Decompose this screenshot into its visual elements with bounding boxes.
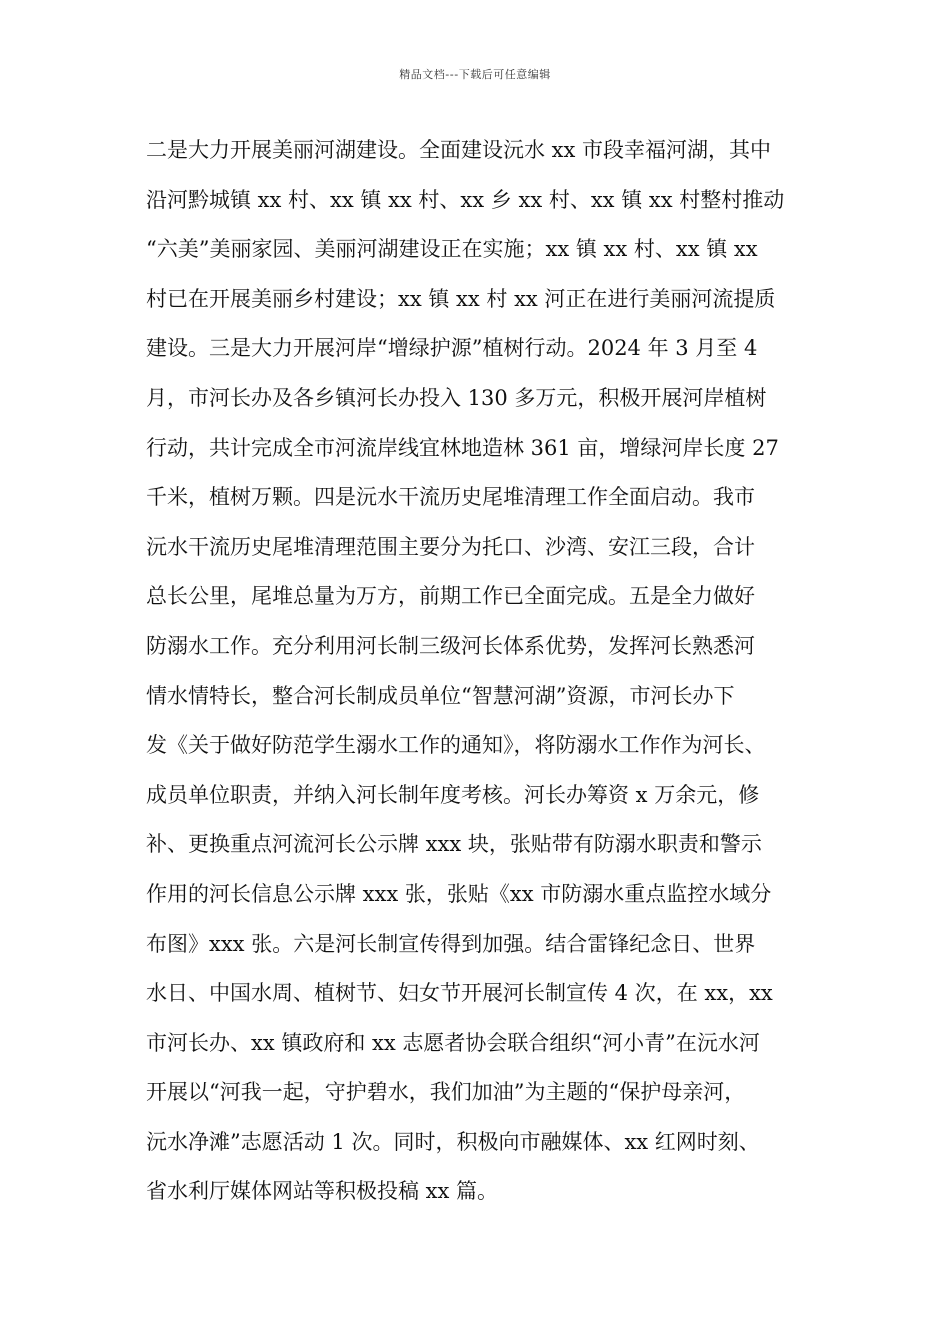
text-line: 建设。三是大力开展河岸“增绿护源”植树行动。2024 年 3 月至 4 (146, 336, 758, 361)
text-line: 二是大力开展美丽河湖建设。全面建设沅水 xx 市段幸福河湖，其中 (146, 138, 772, 162)
text-line: “六美”美丽家园、美丽河湖建设正在实施；xx 镇 xx 村、xx 镇 xx (146, 237, 758, 262)
text-line: 千米，植树万颗。四是沅水干流历史尾堆清理工作全面启动。我市 (146, 485, 755, 510)
text-line: 成员单位职责，并纳入河长制年度考核。河长办筹资 x 万余元，修 (146, 782, 760, 807)
text-line: 月，市河长办及各乡镇河长办投入 130 多万元，积极开展河岸植树 (146, 385, 767, 410)
body-text (146, 126, 846, 1217)
text-line: 情水情特长，整合河长制成员单位“智慧河湖”资源，市河长办下 (146, 683, 735, 708)
text-line: 省水利厅媒体网站等积极投稿 xx 篇。 (146, 1179, 499, 1204)
text-line: 水日、中国水周、植树节、妇女节开展河长制宣传 4 次，在 xx，xx (146, 981, 773, 1006)
text-line: 补、更换重点河流河长公示牌 xxx 块，张贴带有防溺水职责和警示 (146, 832, 762, 857)
text-line: 作用的河长信息公示牌 xxx 张，张贴《xx 市防溺水重点监控水域分 (146, 881, 772, 906)
text-line: 布图》xxx 张。六是河长制宣传得到加强。结合雷锋纪念日、世界 (146, 931, 756, 956)
text-line: 沅水干流历史尾堆清理范围主要分为托口、沙湾、安江三段，合计 (146, 534, 755, 559)
page-header: 精品文档---下载后可任意编辑 (399, 68, 551, 81)
text-line: 市河长办、xx 镇政府和 xx 志愿者协会联合组织“河小青”在沅水河 (146, 1030, 760, 1055)
text-line: 发《关于做好防范学生溺水工作的通知》，将防溺水工作作为河长、 (146, 733, 766, 758)
text-line: 行动，共计完成全市河流岸线宜林地造林 361 亩，增绿河岸长度 27 (146, 435, 779, 460)
text-line: 沅水净滩”志愿活动 1 次。同时，积极向市融媒体、xx 红网时刻、 (146, 1129, 760, 1154)
text-line: 村已在开展美丽乡村建设；xx 镇 xx 村 xx 河正在进行美丽河流提质 (146, 286, 776, 311)
text-line: 沿河黔城镇 xx 村、xx 镇 xx 村、xx 乡 xx 村、xx 镇 xx 村整村推动 (146, 187, 785, 212)
text-line: 防溺水工作。充分利用河长制三级河长体系优势，发挥河长熟悉河 (146, 633, 755, 658)
text-line: 开展以“河我一起，守护碧水，我们加油”为主题的“保护母亲河， (146, 1080, 746, 1105)
text-line: 总长公里，尾堆总量为万方，前期工作已全面完成。五是全力做好 (146, 584, 755, 609)
